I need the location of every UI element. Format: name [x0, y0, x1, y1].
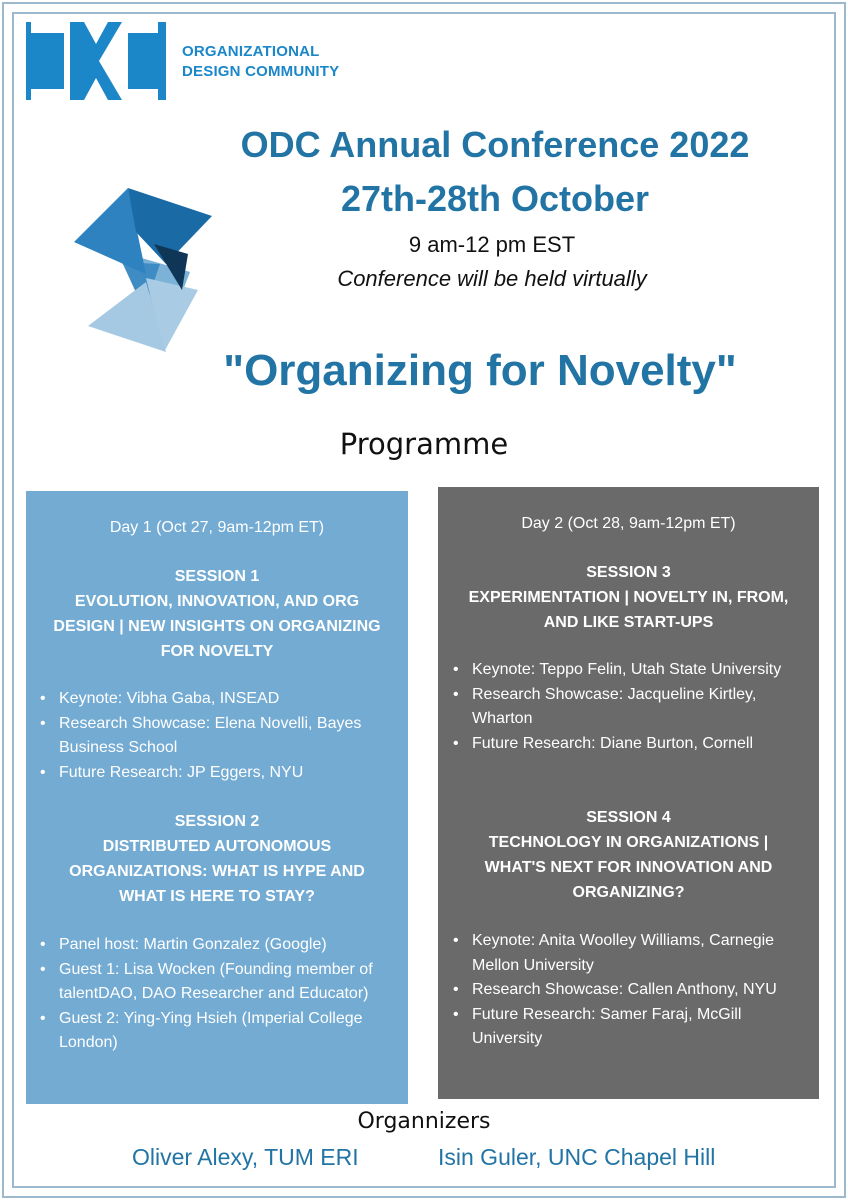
list-item: • Research Showcase: Callen Anthony, NYU [452, 978, 814, 1003]
session4-title-line: TECHNOLOGY IN ORGANIZATIONS | [488, 834, 769, 851]
session4-title-line: WHAT'S NEXT FOR INNOVATION AND [484, 859, 773, 876]
session2-title-line: DISTRIBUTED AUTONOMOUS [102, 838, 332, 855]
day1-header: Day 1 (Oct 27, 9am-12pm ET) [109, 519, 325, 536]
session4-list [452, 929, 814, 1052]
conference-dates: 27th-28th October [340, 178, 650, 219]
list-item: • Guest 2: Ying-Ying Hsieh (Imperial College London) [39, 1007, 401, 1056]
session1-list [39, 687, 399, 785]
list-item: • Guest 1: Lisa Wocken (Founding member of talentDAO, DAO Researcher and Educator) [39, 958, 401, 1007]
session3-title-line: AND LIKE START-UPS [543, 614, 714, 631]
odc-logo-icon [26, 22, 166, 100]
list-item: • Future Research: JP Eggers, NYU [39, 761, 399, 786]
session4-title-line: SESSION 4 [586, 809, 671, 826]
list-item: • Keynote: Anita Woolley Williams, Carnegie Mellon University [452, 929, 814, 978]
session1-title-line: SESSION 1 [174, 568, 260, 585]
session2-title-line: ORGANIZATIONS: WHAT IS HYPE AND [69, 863, 365, 880]
session1-title [26, 564, 408, 664]
session2-list [39, 933, 401, 1056]
organizer-name: Oliver Alexy, TUM ERI [132, 1144, 359, 1170]
list-item: • Panel host: Martin Gonzalez (Google) [39, 933, 401, 958]
session2-title-line: WHAT IS HERE TO STAY? [119, 888, 315, 905]
org-name [182, 42, 339, 82]
list-item: • Keynote: Vibha Gaba, INSEAD [39, 687, 399, 712]
conference-time: 9 am-12 pm EST [408, 232, 576, 257]
decorative-shapes-icon [70, 186, 216, 356]
session3-title-line: SESSION 3 [586, 564, 671, 581]
session2-title-line: SESSION 2 [174, 813, 260, 830]
programme-heading: Programme [339, 427, 509, 461]
day2-panel [438, 487, 819, 1099]
list-item: • Keynote: Teppo Felin, Utah State University [452, 658, 818, 683]
list-item: • Research Showcase: Elena Novelli, Bayes Business School [39, 712, 399, 761]
session2-title [26, 809, 408, 909]
session1-title-line: FOR NOVELTY [160, 643, 274, 660]
session4-title [438, 805, 819, 905]
session3-title [438, 560, 819, 635]
day2-header: Day 2 (Oct 28, 9am-12pm ET) [521, 515, 736, 532]
session3-list [452, 658, 818, 756]
conference-venue-note: Conference will be held virtually [337, 266, 647, 291]
conference-title: ODC Annual Conference 2022 [240, 124, 750, 165]
session1-title-line: DESIGN | NEW INSIGHTS ON ORGANIZING [53, 618, 381, 635]
organizer-name: Isin Guler, UNC Chapel Hill [438, 1144, 716, 1170]
organizers-heading: Organnizers [357, 1109, 491, 1134]
conference-theme: "Organizing for Novelty" [223, 346, 737, 395]
list-item: • Future Research: Diane Burton, Cornell [452, 732, 818, 757]
session3-title-line: EXPERIMENTATION | NOVELTY IN, FROM, [468, 589, 789, 606]
day1-panel [26, 491, 408, 1104]
session4-title-line: ORGANIZING? [572, 884, 685, 901]
list-item: • Research Showcase: Jacqueline Kirtley, Wharton [452, 683, 818, 732]
session1-title-line: EVOLUTION, INNOVATION, AND ORG [74, 593, 360, 610]
org-name-line-1: ORGANIZATIONAL [182, 43, 320, 60]
list-item: • Future Research: Samer Faraj, McGill University [452, 1003, 814, 1052]
org-name-line-2: DESIGN COMMUNITY [182, 63, 340, 80]
